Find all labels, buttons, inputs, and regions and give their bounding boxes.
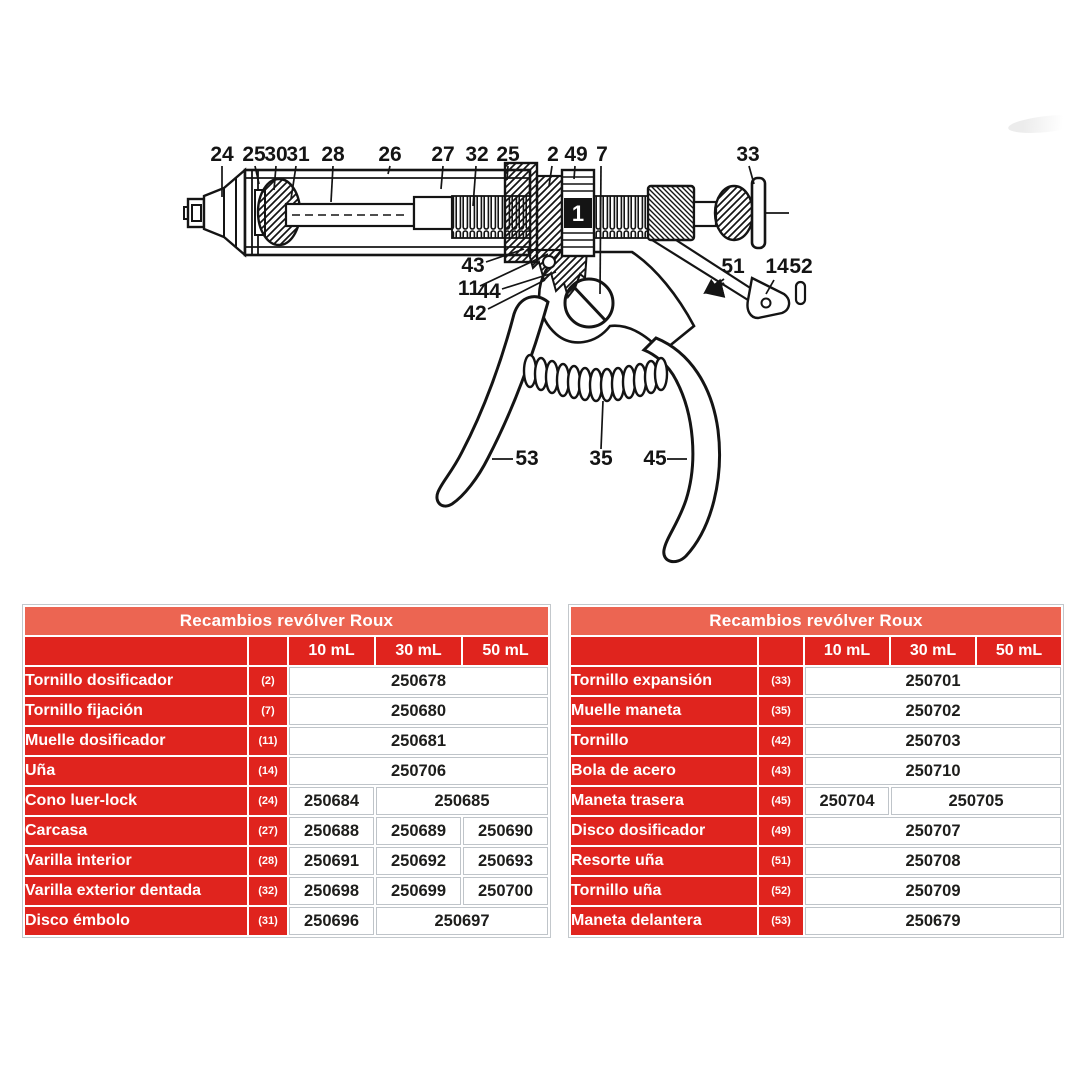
part-number: 250702 <box>805 697 1061 725</box>
table-row <box>25 877 548 905</box>
part-name: Carcasa <box>25 817 247 845</box>
part-name: Muelle maneta <box>571 697 757 725</box>
part-number: 250705 <box>891 787 1061 815</box>
part-number: 250698 <box>289 877 374 905</box>
table-title: Recambios revólver Roux <box>571 607 1061 635</box>
knurled-nut <box>648 186 694 240</box>
part-label: 52 <box>789 255 813 278</box>
part-number: 250678 <box>289 667 548 695</box>
header-name-cell <box>25 637 247 665</box>
part-name: Varilla exterior dentada <box>25 877 247 905</box>
part-label: 2 <box>547 143 559 166</box>
part-number: 250710 <box>805 757 1061 785</box>
part-ref: (42) <box>759 727 803 755</box>
part-name: Maneta trasera <box>571 787 757 815</box>
luer-tip <box>184 199 204 227</box>
part-label: 30 <box>264 143 288 166</box>
part-label: 35 <box>589 447 613 470</box>
part-name: Varilla interior <box>25 847 247 875</box>
table-row <box>25 697 548 725</box>
part-number: 250681 <box>289 727 548 755</box>
part-number: 250689 <box>376 817 461 845</box>
table-row <box>571 727 1061 755</box>
part-name: Tornillo <box>571 727 757 755</box>
column-header: 30 mL <box>891 637 975 665</box>
barrel-end-flange <box>505 163 537 262</box>
part-number: 250685 <box>376 787 548 815</box>
part-ref: (32) <box>249 877 287 905</box>
table-row <box>25 667 548 695</box>
front-cone <box>204 170 245 255</box>
part-name: Bola de acero <box>571 757 757 785</box>
column-header-row <box>571 637 1061 665</box>
column-header: 50 mL <box>977 637 1061 665</box>
part-ref: (52) <box>759 877 803 905</box>
part-ref: (51) <box>759 847 803 875</box>
part-label: 45 <box>643 447 667 470</box>
header-ref-cell <box>249 637 287 665</box>
column-header: 30 mL <box>376 637 461 665</box>
label-leader-line <box>600 166 601 294</box>
left-parts-table <box>22 604 551 938</box>
part-label: 31 <box>286 143 310 166</box>
part-ref: (11) <box>249 727 287 755</box>
table-row <box>25 817 548 845</box>
part-label: 25 <box>242 143 266 166</box>
part-ref: (27) <box>249 817 287 845</box>
table-title: Recambios revólver Roux <box>25 607 548 635</box>
table-row <box>25 787 548 815</box>
part-label: 51 <box>721 255 745 278</box>
table-row <box>571 787 1061 815</box>
right-parts-table <box>568 604 1064 938</box>
part-ref: (43) <box>759 757 803 785</box>
part-ref: (28) <box>249 847 287 875</box>
part-ref: (2) <box>249 667 287 695</box>
table-row <box>25 907 548 935</box>
part-label: 32 <box>465 143 489 166</box>
part-label: 27 <box>431 143 455 166</box>
part-name: Resorte uña <box>571 847 757 875</box>
part-ref: (24) <box>249 787 287 815</box>
part-label: 33 <box>736 143 760 166</box>
dose-adjuster <box>562 170 594 256</box>
part-number: 250700 <box>463 877 548 905</box>
part-ref: (31) <box>249 907 287 935</box>
table-row <box>25 757 548 785</box>
part-label: 26 <box>378 143 402 166</box>
label-leader-line <box>574 166 575 179</box>
part-ref: (7) <box>249 697 287 725</box>
table-row <box>571 697 1061 725</box>
part-name: Disco émbolo <box>25 907 247 935</box>
part-ref: (49) <box>759 817 803 845</box>
part-ref: (14) <box>249 757 287 785</box>
part-label: 28 <box>321 143 345 166</box>
part-number: 250690 <box>463 817 548 845</box>
part-number: 250684 <box>289 787 374 815</box>
part-label: 11 <box>457 277 481 300</box>
part-ref: (33) <box>759 667 803 695</box>
column-header: 10 mL <box>289 637 374 665</box>
part-number: 250706 <box>289 757 548 785</box>
column-header-row <box>25 637 548 665</box>
part-number: 250688 <box>289 817 374 845</box>
part-number: 250696 <box>289 907 374 935</box>
table-row <box>25 847 548 875</box>
front-handle <box>437 297 548 506</box>
label-leader-line <box>601 401 603 449</box>
part-number: 250697 <box>376 907 548 935</box>
part-name: Tornillo expansión <box>571 667 757 695</box>
pawl-screw <box>796 282 805 304</box>
table-row <box>571 877 1061 905</box>
column-header: 50 mL <box>463 637 548 665</box>
part-label: 14 <box>765 255 789 278</box>
part-name: Disco dosificador <box>571 817 757 845</box>
label-leader-line <box>507 166 508 180</box>
step-rod <box>694 202 716 226</box>
part-number: 250680 <box>289 697 548 725</box>
part-number: 250703 <box>805 727 1061 755</box>
header-ref-cell <box>759 637 803 665</box>
table-row <box>571 847 1061 875</box>
part-label: 42 <box>463 302 487 325</box>
part-label: 53 <box>515 447 539 470</box>
part-number: 250707 <box>805 817 1061 845</box>
part-number: 250708 <box>805 847 1061 875</box>
table-row <box>571 757 1061 785</box>
part-number: 250701 <box>805 667 1061 695</box>
part-number: 250679 <box>805 907 1061 935</box>
part-name: Tornillo fijación <box>25 697 247 725</box>
table-row <box>571 667 1061 695</box>
part-number: 250692 <box>376 847 461 875</box>
part-name: Tornillo uña <box>571 877 757 905</box>
pawl <box>747 278 789 318</box>
part-name: Muelle dosificador <box>25 727 247 755</box>
dose-window-digit: 1 <box>571 201 585 226</box>
part-number: 250709 <box>805 877 1061 905</box>
header-name-cell <box>571 637 757 665</box>
part-ref: (45) <box>759 787 803 815</box>
end-disc <box>752 178 789 248</box>
part-ref: (35) <box>759 697 803 725</box>
end-knob <box>715 186 753 240</box>
part-ref: (53) <box>759 907 803 935</box>
table-row <box>571 817 1061 845</box>
part-label: 24 <box>210 143 234 166</box>
part-label: 25 <box>496 143 520 166</box>
part-label: 44 <box>477 280 501 303</box>
part-number: 250699 <box>376 877 461 905</box>
part-number: 250693 <box>463 847 548 875</box>
part-label: 43 <box>461 254 485 277</box>
part-label: 7 <box>596 143 608 166</box>
part-label: 49 <box>564 143 588 166</box>
part-name: Uña <box>25 757 247 785</box>
column-header: 10 mL <box>805 637 889 665</box>
table-row <box>571 907 1061 935</box>
part-number: 250691 <box>289 847 374 875</box>
part-name: Cono luer-lock <box>25 787 247 815</box>
part-name: Tornillo dosificador <box>25 667 247 695</box>
coil-spring <box>524 355 667 401</box>
table-row <box>25 727 548 755</box>
part-number: 250704 <box>805 787 889 815</box>
part-name: Maneta delantera <box>571 907 757 935</box>
